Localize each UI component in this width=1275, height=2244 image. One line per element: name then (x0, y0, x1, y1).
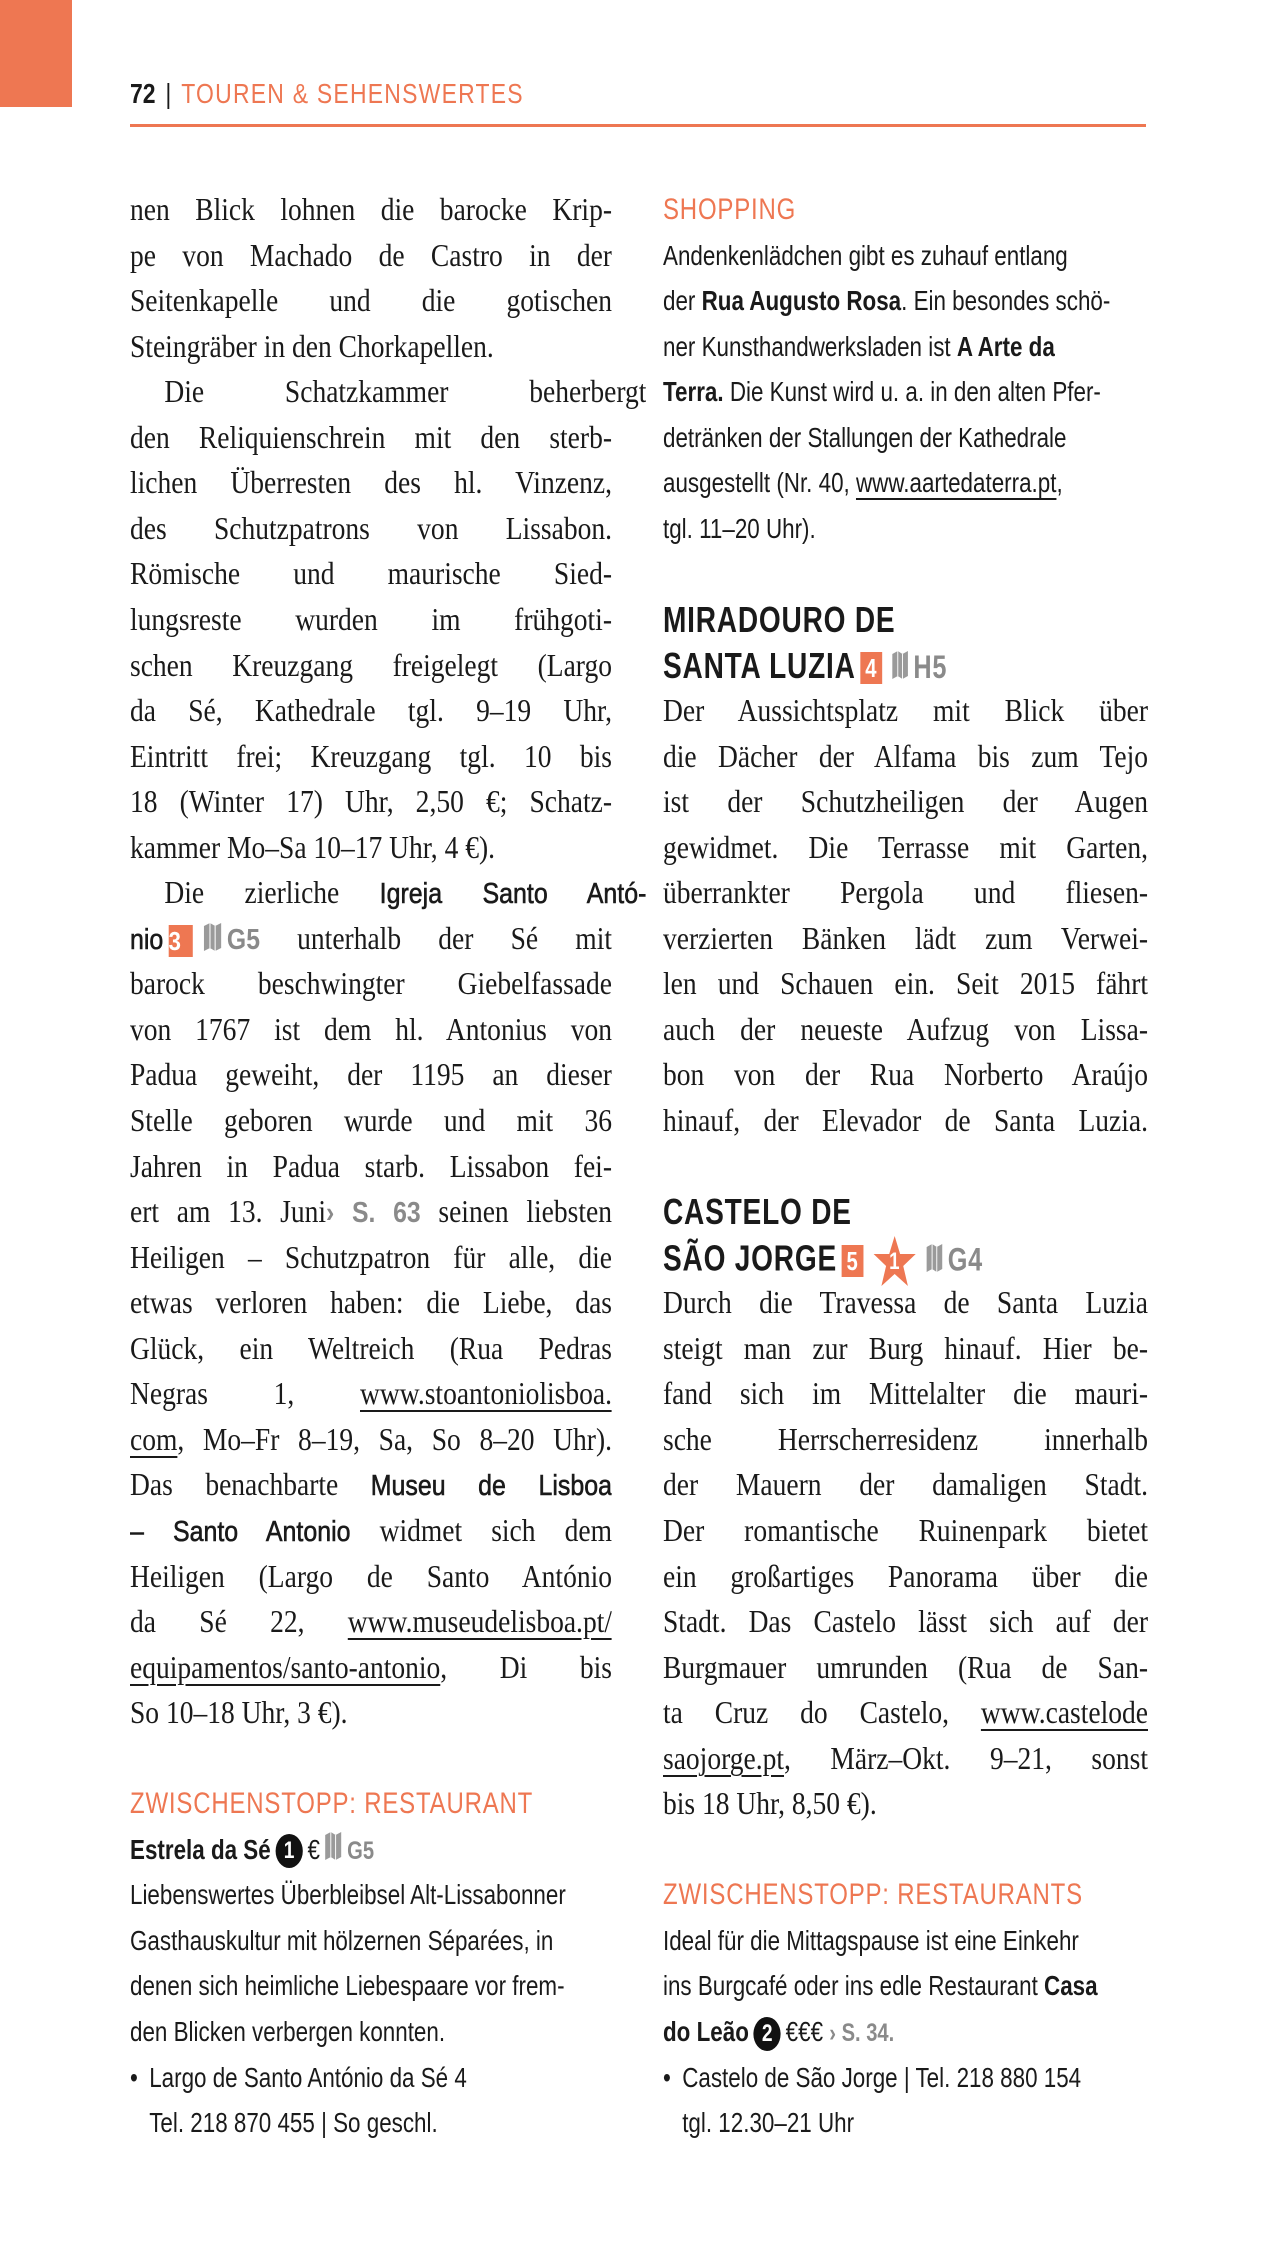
bold-name: do Leão (663, 2016, 749, 2047)
text: ein großartiges Panorama über die (663, 1557, 1148, 1594)
sight-number-badge: 5 (842, 1245, 864, 1277)
web-link[interactable]: www.museudelisboa.pt/ (347, 1603, 612, 1640)
text-line (663, 1736, 1148, 1782)
text: MIRADOURO DE (663, 598, 896, 640)
text-line (130, 2100, 612, 2146)
text: sche Herrscherresidenz innerhalb (663, 1420, 1148, 1457)
text-line (130, 1371, 612, 1417)
text: ZWISCHENSTOPP: RESTAURANTS (663, 1878, 1083, 1912)
text: da Sé, Kathedrale tgl. 9–19 Uhr, (130, 692, 612, 729)
text-line (663, 688, 1148, 734)
page-reference-link[interactable]: › S. 63 (326, 1197, 421, 1230)
section-title: TOUREN & SEHENSWERTES (181, 78, 524, 109)
sight-title (663, 1235, 1148, 1281)
section-heading (130, 1781, 612, 1827)
text-line (663, 779, 1148, 825)
text-line (663, 1554, 1148, 1600)
text-line (130, 1235, 612, 1281)
text: detränken der Stallungen der Kathedrale (663, 421, 1067, 453)
bullet-icon: • (663, 2061, 671, 2093)
text: Negras 1, (130, 1375, 360, 1412)
web-link[interactable]: saojorge.pt (663, 1739, 785, 1776)
text: überrankter Pergola und fliesen- (663, 874, 1148, 911)
restaurant-number-badge: 1 (276, 1834, 303, 1868)
text: Stadt. Das Castelo lässt sich auf der (663, 1603, 1148, 1640)
text: Heiligen (Largo de Santo António (130, 1557, 612, 1594)
highlight-star-icon (873, 1235, 917, 1287)
sight-number-badge: 4 (860, 652, 882, 684)
text: , Di bis (440, 1648, 612, 1685)
text: ner Kunsthandwerksladen ist (663, 330, 957, 362)
bold-name: Estrela da Sé (130, 1833, 271, 1865)
text: ZWISCHENSTOPP: RESTAURANT (130, 1787, 534, 1821)
text-line (130, 1599, 612, 1645)
text: SANTA LUZIA (663, 644, 856, 686)
text: Liebenswertes Überbleibsel Alt-Lissabonner (130, 1879, 566, 1911)
text: da Sé 22, (130, 1603, 348, 1640)
text-line (663, 1599, 1148, 1645)
star-number: 1 (889, 1247, 901, 1275)
text-line (663, 1963, 1148, 2009)
text: denen sich heimliche Liebespaare vor frem- (130, 1970, 565, 2002)
text-line (663, 1007, 1148, 1053)
text: auch der neueste Aufzug von Lissa- (663, 1010, 1148, 1047)
text: , Mo–Fr 8–19, Sa, So 8–20 Uhr). (177, 1420, 612, 1457)
text-line (130, 2055, 612, 2101)
text: Largo de Santo António da Sé 4 (149, 2061, 467, 2093)
text: widmet sich dem (350, 1511, 612, 1548)
text-line (130, 187, 612, 233)
map-grid-reference: H5 (913, 648, 948, 685)
text-line (663, 2055, 1148, 2101)
web-link[interactable]: equipamentos/santo-antonio (130, 1648, 441, 1685)
text-line (130, 1007, 612, 1053)
text-line (130, 1872, 612, 1918)
text-line (663, 870, 1148, 916)
text-line (663, 1052, 1148, 1098)
bold-name: Igreja Santo Antó- (379, 878, 647, 911)
text: CASTELO DE (663, 1191, 852, 1233)
text: der (663, 285, 702, 317)
text: Durch die Travessa de Santa Luzia (663, 1284, 1148, 1321)
map-grid-reference: G4 (947, 1241, 984, 1278)
text: seinen liebsten (420, 1193, 612, 1230)
text: So 10–18 Uhr, 3 €). (130, 1694, 348, 1731)
bold-name: Museu de Lisboa (370, 1470, 612, 1503)
text-line (130, 597, 612, 643)
text-line (130, 825, 612, 871)
map-icon (203, 919, 222, 962)
text: Eintritt frei; Kreuzgang tgl. 10 bis (130, 737, 612, 774)
page-number: 72 (130, 78, 156, 109)
text-line (663, 1098, 1148, 1144)
text-line (130, 779, 612, 825)
bullet-icon: • (130, 2061, 138, 2093)
text-line (663, 460, 1148, 506)
text-line (130, 1144, 612, 1190)
text-line (663, 2100, 1148, 2146)
text-line (130, 870, 647, 916)
text: barock beschwingter Giebelfassade (130, 965, 612, 1002)
text-line (130, 233, 612, 279)
page-reference-link[interactable]: › S. 34. (829, 2019, 895, 2047)
text-line (130, 1052, 612, 1098)
text: Das benachbarte (130, 1466, 371, 1503)
text: 18 (Winter 17) Uhr, 2,50 €; Schatz- (130, 783, 612, 820)
text-line (663, 1508, 1148, 1554)
text-line (130, 1554, 612, 1600)
text: Castelo de São Jorge | Tel. 218 880 154 (682, 2061, 1082, 2093)
text: Seitenkapelle und die gotischen (130, 282, 612, 319)
text: SHOPPING (663, 193, 797, 226)
text: Die Schatzkammer beherbergt (164, 373, 647, 410)
map-grid-reference: G5 (347, 1836, 375, 1865)
map-grid-reference: G5 (226, 923, 260, 956)
text-line (663, 825, 1148, 871)
text: nen Blick lohnen die barocke Krip- (130, 191, 612, 227)
text: Padua geweiht, der 1195 an dieser (130, 1056, 612, 1093)
text-line (663, 415, 1148, 461)
text-line (663, 506, 1148, 552)
text: Tel. 218 870 455 | So geschl. (149, 2107, 438, 2139)
sight-title (663, 1189, 1148, 1235)
text: tgl. 11–20 Uhr). (663, 512, 816, 544)
text-line (663, 1280, 1148, 1326)
bold-name: A Arte da (956, 330, 1055, 362)
text-line (130, 369, 647, 415)
text: ta Cruz do Castelo, (663, 1694, 981, 1731)
text: schen Kreuzgang freigelegt (Largo (130, 646, 612, 683)
sight-title (663, 643, 1148, 689)
text: bon von der Rua Norberto Araújo (663, 1056, 1148, 1093)
text: Die zierliche (164, 874, 380, 911)
text-line (130, 643, 612, 689)
text: kammer Mo–Sa 10–17 Uhr, 4 €). (130, 828, 496, 865)
text: Heiligen – Schutzpatron für alle, die (130, 1238, 612, 1275)
text: SÃO JORGE (663, 1237, 837, 1279)
text: Glück, ein Weltreich (Rua Pedras (130, 1329, 612, 1366)
text-line (130, 1189, 612, 1235)
text-line (130, 1462, 612, 1508)
text: len und Schauen ein. Seit 2015 fährt (663, 965, 1148, 1002)
restaurant-number-badge: 2 (754, 2017, 781, 2051)
bold-name: nio (130, 923, 164, 956)
text: Andenkenlädchen gibt es zuhauf entlang (663, 239, 1068, 271)
text-line (130, 1963, 612, 2009)
text-line (130, 688, 612, 734)
text-line (663, 916, 1148, 962)
text-line (130, 961, 612, 1007)
text-line (130, 415, 612, 461)
text-line (130, 1508, 612, 1554)
text: des Schutzpatrons von Lissabon. (130, 509, 612, 546)
text: etwas verloren haben: die Liebe, das (130, 1284, 612, 1321)
text: Steingräber in den Chorkapellen. (130, 327, 494, 364)
text: ausgestellt (Nr. 40, (663, 467, 856, 499)
text-line (663, 278, 1148, 324)
text-line (663, 1326, 1148, 1372)
text: die Dächer der Alfama bis zum Tejo (663, 737, 1148, 774)
text-line (130, 1690, 612, 1736)
text: Stelle geboren wurde und mit 36 (130, 1102, 612, 1138)
text: der Mauern der damaligen Stadt. (663, 1466, 1148, 1503)
text-line (130, 1417, 612, 1463)
text: den Blicken verbergen konnten. (130, 2016, 446, 2047)
text: Die Kunst wird u. a. in den alten Pfer- (723, 376, 1101, 408)
text-line (663, 734, 1148, 780)
text-line (130, 551, 612, 597)
text: € (307, 1833, 320, 1865)
text-line (663, 961, 1148, 1007)
sight-title (663, 597, 1148, 643)
text: €€€ (785, 2016, 830, 2047)
text-line (130, 1827, 612, 1873)
web-link[interactable]: www.castelode (980, 1694, 1148, 1731)
text-line (663, 1690, 1148, 1736)
text-line (663, 1918, 1148, 1964)
text-line (663, 1645, 1148, 1691)
text: . Ein besondes schö- (901, 285, 1111, 317)
text-line (130, 916, 612, 962)
header-separator: | (165, 78, 172, 109)
right-column (663, 0, 1148, 2244)
text-line (130, 1326, 612, 1372)
text: , März–Okt. 9–21, sonst (784, 1739, 1148, 1776)
text: Der Aussichtsplatz mit Blick über (663, 692, 1148, 729)
text: unterhalb der Sé mit (259, 919, 612, 956)
text: den Reliquienschrein mit den sterb- (130, 418, 612, 455)
text-line (663, 1462, 1148, 1508)
bold-name: Terra. (663, 376, 724, 408)
sight-number-badge: 3 (168, 925, 192, 957)
text: verzierten Bänken lädt zum Verwei- (663, 919, 1148, 956)
text: , (1056, 467, 1063, 499)
text-line (130, 734, 612, 780)
text-line (130, 1098, 612, 1144)
text-line (663, 1371, 1148, 1417)
text-line (130, 1918, 612, 1964)
text: pe von Machado de Castro in der (130, 236, 612, 273)
text: von 1767 ist dem hl. Antonius von (130, 1010, 612, 1047)
text-line (130, 506, 612, 552)
text: gewidmet. Die Terrasse mit Garten, (663, 828, 1148, 865)
web-link[interactable]: www.stoantoniolisboa. (359, 1375, 612, 1412)
web-link[interactable]: www.aartedaterra.pt (855, 467, 1057, 499)
text: Der romantische Ruinenpark bietet (663, 1511, 1148, 1548)
text: ist der Schutzheiligen der Augen (663, 783, 1148, 820)
text: Jahren in Padua starb. Lissabon fei- (130, 1147, 612, 1184)
text: ins Burgcafé oder ins edle Restaurant (663, 1970, 1045, 2002)
text: Römische und maurische Sied- (130, 555, 612, 592)
text: hinauf, der Elevador de Santa Luzia. (663, 1102, 1148, 1138)
bold-name: – Santo Antonio (130, 1515, 351, 1548)
web-link[interactable]: com (130, 1420, 178, 1457)
text: Ideal für die Mittagspause ist eine Einkehr (663, 1924, 1079, 1956)
text: Gasthauskultur mit hölzernen Séparées, in (130, 1924, 554, 1956)
section-heading (663, 187, 1148, 233)
map-icon (926, 1238, 943, 1284)
text: ert am 13. Juni (130, 1193, 327, 1230)
bold-name: Casa (1044, 1970, 1098, 2002)
text-line (663, 233, 1148, 279)
text-line (663, 369, 1148, 415)
text-line (663, 1781, 1148, 1827)
text-line (663, 1417, 1148, 1463)
text-line (130, 1280, 612, 1326)
text-line (130, 460, 612, 506)
text-line (663, 324, 1148, 370)
text: lungsreste wurden im frühgoti- (130, 600, 612, 637)
text: Burgmauer umrunden (Rua de San- (663, 1648, 1148, 1685)
text: lichen Überresten des hl. Vinzenz, (130, 464, 612, 501)
text-line (130, 1645, 612, 1691)
left-column (130, 0, 647, 2244)
text-line (663, 2009, 1148, 2055)
text: steigt man zur Burg hinauf. Hier be- (663, 1329, 1148, 1366)
chapter-tab-marker (0, 0, 72, 107)
text: fand sich im Mittelalter die mauri- (663, 1375, 1148, 1412)
section-heading (663, 1872, 1148, 1918)
bold-name: Rua Augusto Rosa (701, 285, 902, 317)
text: bis 18 Uhr, 8,50 €). (663, 1785, 877, 1822)
text: tgl. 12.30–21 Uhr (682, 2107, 855, 2139)
text-line (130, 278, 612, 324)
text-line (130, 324, 612, 370)
text-line (130, 2009, 612, 2055)
map-icon (325, 1829, 343, 1875)
map-icon (892, 645, 909, 691)
